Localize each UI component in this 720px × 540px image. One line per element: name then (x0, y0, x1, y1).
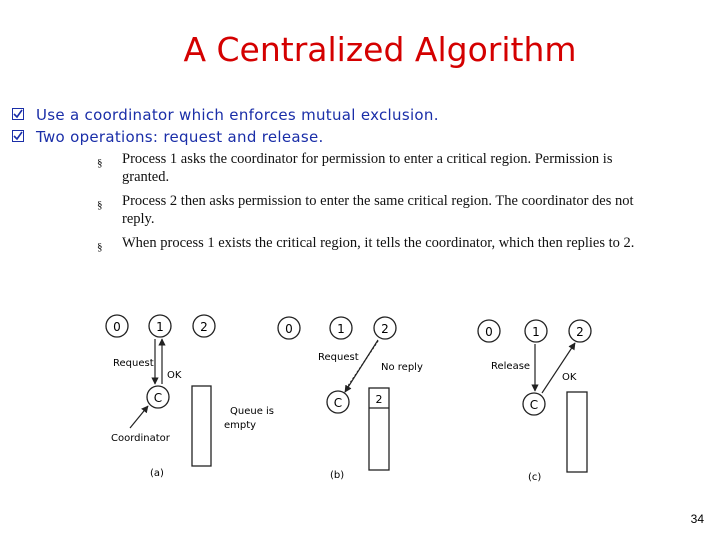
queue-label: Queue is (230, 406, 275, 417)
sub-bullet-text: Process 2 then asks permission to enter the same critical region. The coordinator des not reply. (122, 193, 634, 227)
node-label: C (529, 398, 539, 412)
square-bullet-icon: § (97, 199, 103, 211)
node-label: 1 (532, 325, 540, 339)
queue-label: empty (224, 420, 257, 431)
slide-title: A Centralized Algorithm (183, 30, 577, 69)
sub-bullet-item (97, 150, 662, 186)
page-number: 34 (690, 512, 704, 526)
bullet-text: Use a coordinator which enforces mutual exclusion. (36, 106, 439, 124)
sub-bullet-text: Process 1 asks the coordinator for permission to enter a critical region. Permission is granted. (122, 151, 613, 185)
node-label: 2 (381, 322, 389, 336)
panel-b (278, 317, 423, 481)
node-label: 0 (285, 322, 293, 336)
mutual-exclusion-figure (0, 300, 720, 500)
node-label: 1 (337, 322, 345, 336)
bullet-list (12, 104, 702, 148)
sub-bullet-list (12, 150, 662, 252)
coordinator-label: Coordinator (111, 433, 170, 444)
node-label: 2 (576, 325, 584, 339)
node-label: 1 (156, 320, 164, 334)
figure-caption: (a) (150, 468, 164, 479)
ok-label: OK (562, 372, 577, 383)
node-label: 0 (113, 320, 121, 334)
checkbox-bullet-icon (12, 130, 24, 142)
panel-a (106, 315, 274, 479)
node-label: 0 (485, 325, 493, 339)
node-label: C (153, 391, 163, 405)
release-label: Release (491, 361, 531, 372)
coordinator-pointer (130, 406, 148, 428)
square-bullet-icon: § (97, 241, 103, 253)
ok-arrow (542, 343, 575, 393)
no-reply-line (346, 341, 378, 389)
no-reply-label: No reply (381, 362, 423, 373)
bullet-text: Two operations: request and release. (36, 128, 324, 146)
checkbox-bullet-icon (12, 108, 24, 120)
sub-bullet-item (97, 192, 662, 228)
queue-box (192, 386, 211, 466)
node-label: 2 (200, 320, 208, 334)
request-label: Request (318, 352, 359, 363)
queue-item: 2 (375, 393, 383, 406)
node-label: C (333, 396, 343, 410)
panel-c (478, 320, 591, 483)
sub-bullet-text: When process 1 exists the critical region, it tells the coordinator, which then replies to 2. (122, 235, 635, 251)
bullet-item (12, 126, 702, 148)
figure-caption: (c) (528, 472, 542, 483)
square-bullet-icon: § (97, 157, 103, 169)
figure-caption: (b) (330, 470, 345, 481)
ok-label: OK (167, 370, 182, 381)
bullet-item (12, 104, 702, 126)
sub-bullet-item (97, 234, 662, 253)
request-label: Request (113, 358, 154, 369)
queue-box (567, 392, 587, 472)
